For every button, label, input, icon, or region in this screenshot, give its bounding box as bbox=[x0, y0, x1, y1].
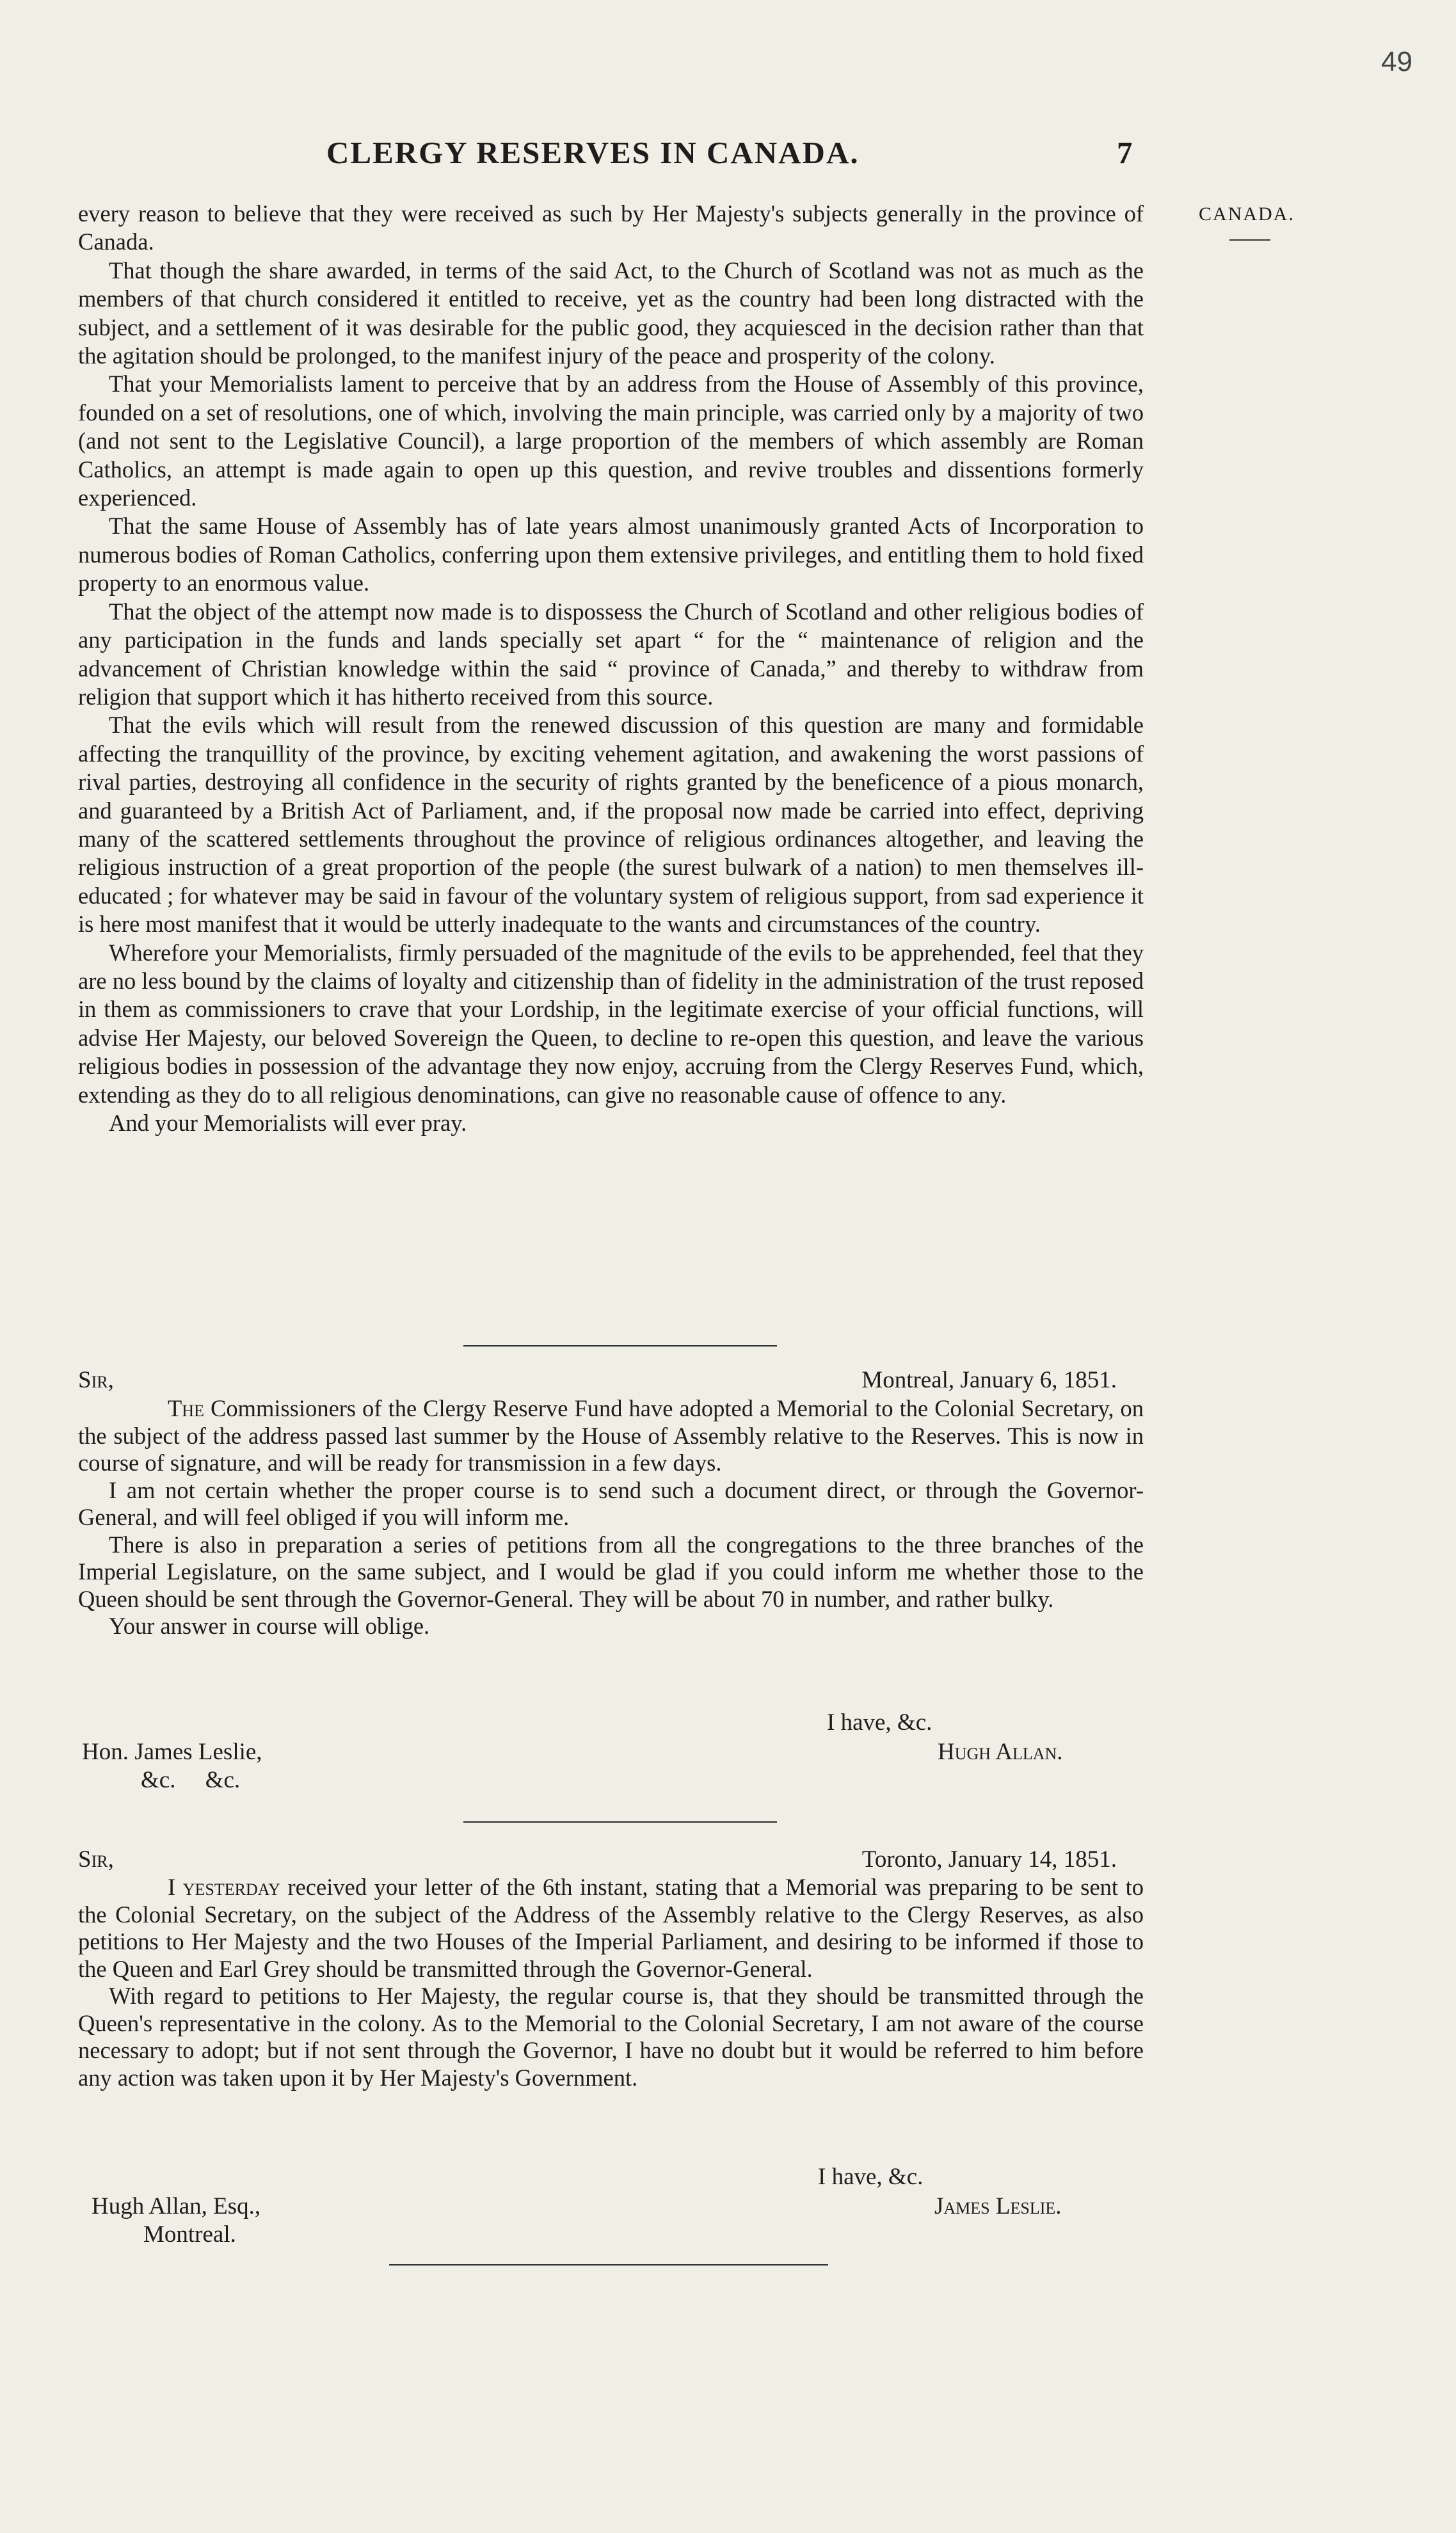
section-divider bbox=[463, 1345, 777, 1346]
section-divider bbox=[389, 2264, 828, 2265]
memorial-paragraph: And your Memorialists will ever pray. bbox=[109, 1110, 467, 1136]
letter2-addressee-line2: Montreal. bbox=[143, 2221, 236, 2248]
running-head: CLERGY RESERVES IN CANADA. bbox=[326, 135, 860, 170]
letter1-body bbox=[78, 1395, 1144, 1640]
margin-note-rule bbox=[1229, 239, 1270, 241]
page-number: 49 bbox=[1381, 46, 1412, 77]
letter2-dateline: Toronto, January 14, 1851. bbox=[861, 1846, 1117, 1873]
letter2-header bbox=[78, 1846, 1117, 1875]
letter1-paragraph: I am not certain whether the proper course is to send such a document direct, or through the Governor-General, and will feel obliged if you will inform me. bbox=[78, 1476, 1144, 1530]
letter2-body bbox=[78, 1874, 1144, 2091]
letter2-paragraph-text: received your letter of the 6th instant, stating that a Memorial was preparing to be sent to the Colonial Secretary, on the subject of the Address of the Assembly relative to the Clergy Reserves, as also petitions to Her Majesty and the two Houses of the Imperial Parliament, and desiring to be informed if those to the Queen and Earl Grey should be transmitted through the Governor-General. bbox=[78, 1874, 1144, 1982]
letter1-signature: Hugh Allan. bbox=[938, 1739, 1063, 1765]
letter1-addressee-line2: &c. &c. bbox=[141, 1767, 241, 1793]
letter2-closing: I have, &c. bbox=[818, 2164, 924, 2190]
letter1-opening-word: The bbox=[168, 1395, 204, 1421]
memorial-paragraph: every reason to believe that they were received as such by Her Majesty's subjects generally in the province of Canada. bbox=[78, 200, 1144, 255]
letter1-dateline: Montreal, January 6, 1851. bbox=[861, 1367, 1117, 1393]
letter2-signature: James Leslie. bbox=[934, 2193, 1062, 2219]
letter1-addressee: Hon. James Leslie, bbox=[82, 1739, 262, 1765]
memorial-paragraph: That your Memorialists lament to perceive that by an address from the House of Assembly of this province, founded on a set of resolutions, one of which, involving the main principle, was carried only by a majority of two (and not sent to the Legislative Council), a large proportion of the members of which assembly are Roman Catholics, an attempt is made again to open up this question, and revive troubles and dissentions formerly experienced. bbox=[78, 371, 1144, 511]
letter2-addressee: Hugh Allan, Esq., bbox=[92, 2193, 261, 2219]
letter2-opening-word: I yesterday bbox=[168, 1874, 280, 1900]
letter1-paragraph: There is also in preparation a series of petitions from all the congregations to the three branches of the Imperial Legislature, on the same subject, and I would be glad if you could inform me whether those to the Queen should be sent through the Governor-General. They will be about 70 in number, and rather bulky. bbox=[78, 1531, 1144, 1612]
letter1-closing: I have, &c. bbox=[827, 1709, 932, 1736]
memorial-paragraph: That the evils which will result from the renewed discussion of this question are many and formidable affecting the tranquillity of the province, by exciting vehement agitation, and awakening the worst passions of rival parties, destroying all confidence in the security of rights granted by the beneficence of a pious monarch, and guaranteed by a British Act of Parliament, and, if the proposal now made be carried into effect, depriving many of the scattered settlements throughout the province of religious ordinances altogether, and leaving the religious instruction of a great proportion of the people (the surest bulwark of a nation) to men themselves ill-educated ; for whatever may be said in favour of the voluntary system of religious support, from sad experience it is here most manifest that it would be utterly inadequate to the wants and circumstances of the country. bbox=[78, 712, 1144, 938]
letter1-paragraph-text: Commissioners of the Clergy Reserve Fund have adopted a Memorial to the Colonial Secretary, on the subject of the address passed last summer by the House of Assembly relative to the Reserves. This is now in course of signature, and will be ready for transmission in a few days. bbox=[78, 1395, 1144, 1476]
letter2-paragraph: With regard to petitions to Her Majesty, the regular course is, that they should be transmitted through the Queen's representative in the colony. As to the Memorial to the Colonial Secretary, I am not aware of the course necessary to adopt; but if not sent through the Governor, I have no doubt but it would be referred to him before any action was taken upon it by Her Majesty's Government. bbox=[78, 1983, 1144, 2091]
memorial-paragraph: That the object of the attempt now made is to dispossess the Church of Scotland and other religious bodies of any participation in the funds and lands specially set apart “ for the “ maintenance of religion and the advancement of Christian knowledge within the said “ province of Canada,” and thereby to withdraw from religion that support which it has hitherto received from this source. bbox=[78, 598, 1144, 710]
letter2-salutation: Sir, bbox=[78, 1846, 114, 1873]
section-divider bbox=[463, 1821, 777, 1823]
letter2-paragraph bbox=[78, 1874, 1144, 1983]
letter1-paragraph: Your answer in course will oblige. bbox=[109, 1613, 430, 1639]
letter1-paragraph bbox=[78, 1395, 1144, 1477]
memorial-paragraph: Wherefore your Memorialists, firmly persuaded of the magnitude of the evils to be apprehended, feel that they are no less bound by the claims of loyalty and citizenship than of fidelity in the administration of the trust reposed in them as commissioners to crave that your Lordship, in the legitimate exercise of your official functions, will advise Her Majesty, our beloved Sovereign the Queen, to decline to re-open this question, and leave the various religious bodies in possession of the advantage they now enjoy, accruing from the Clergy Reserves Fund, which, extending as they do to all religious denominations, can give no reasonable cause of offence to any. bbox=[78, 939, 1144, 1108]
memorial-paragraph: That though the share awarded, in terms of the said Act, to the Church of Scotland was not as much as the members of that church considered it entitled to receive, yet as the country had been long distracted with the subject, and a settlement of it was desirable for the public good, they acquiesced in the decision rather than that the agitation should be prolonged, to the manifest injury of the peace and prosperity of the colony. bbox=[78, 257, 1144, 369]
memorial-body bbox=[78, 200, 1144, 1137]
folio-number: 7 bbox=[1117, 135, 1133, 170]
letter1-header bbox=[78, 1366, 1117, 1396]
margin-note: CANADA. bbox=[1199, 204, 1295, 225]
letter1-salutation: Sir, bbox=[78, 1367, 114, 1393]
memorial-paragraph: That the same House of Assembly has of late years almost unanimously granted Acts of Incorporation to numerous bodies of Roman Catholics, conferring upon them extensive privileges, and entitling them to hold fixed property to an enormous value. bbox=[78, 513, 1144, 596]
